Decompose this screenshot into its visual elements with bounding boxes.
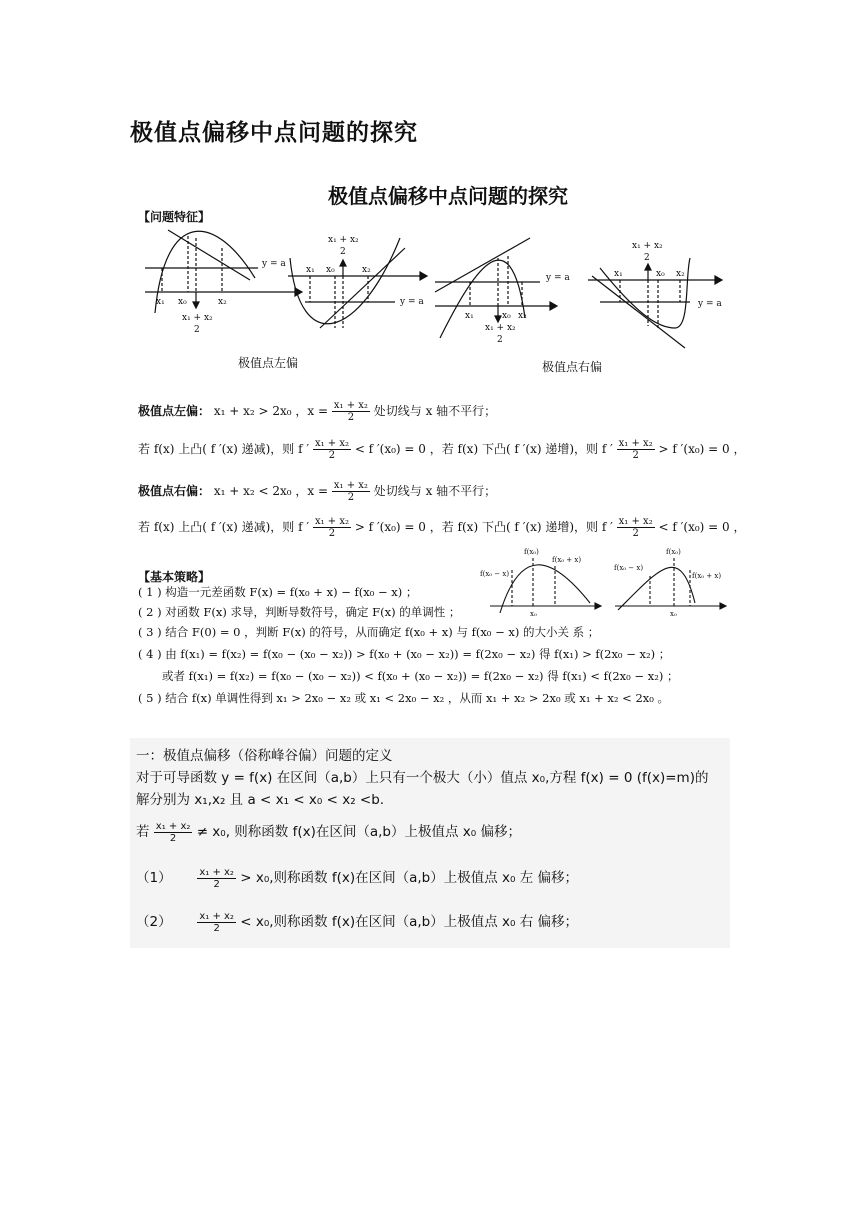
label-x0: x₀ bbox=[670, 610, 677, 618]
strategy-tag: 【基本策略】 bbox=[138, 570, 211, 584]
label-x0: x₀ bbox=[178, 297, 187, 307]
label-x0: x₀ bbox=[502, 311, 511, 321]
label-x1: x₁ bbox=[614, 269, 623, 279]
strategy-step-2: ( 2 ) 对函数 F(x) 求导，判断导数符号，确定 F(x) 的单调性 ； bbox=[138, 605, 461, 619]
definition-case-left: （1） $\frac{\text{x₁ + x₂}}{2}$ > x₀,则称函数 f(x)在区间（a,b）上极值点 x₀ 左 偏移； bbox=[136, 866, 579, 890]
label-y-eq-a: y = a bbox=[262, 259, 286, 269]
right-shift-cases: 若 f(x) 上凸( f ′(x) 递减)，则 f ′ $\frac{\text{x₁ + x₂}}{2}$ > f ′(x₀) = 0 ，若 f(x) 下凸( f ′(x) 递增)，则 f ′ $\frac{\text{x₁ + x₂}}{2}$ < f ′(x₀) = 0 ， bbox=[138, 516, 746, 539]
label-mid-num: x₁ + x₂ bbox=[485, 323, 516, 333]
label-mid-den: 2 bbox=[644, 253, 650, 263]
strategy-step-4b: 或者 f(x₁) = f(x₂) = f(x₀ − (x₀ − x₂)) < f(x₀ + (x₀ − x₂)) = f(2x₀ − x₂) 得 f(x₁) < f(2x₀ − x₂) ； bbox=[162, 669, 679, 683]
strategy-step-5: ( 5 ) 结合 f(x) 单调性得到 x₁ > 2x₀ − x₂ 或 x₁ < 2x₀ − x₂ ，从而 x₁ + x₂ > 2x₀ 或 x₁ + x₂ < 2x₀ 。 bbox=[138, 691, 670, 705]
label-x0: x₀ bbox=[656, 269, 665, 279]
label-x1: x₁ bbox=[465, 311, 474, 321]
label-mid-den: 2 bbox=[340, 247, 346, 257]
strategy-step-4: ( 4 ) 由 f(x₁) = f(x₂) = f(x₀ − (x₀ − x₂)) > f(x₀ + (x₀ − x₂)) = f(2x₀ − x₂) 得 f(x₁) > f(2x₀ − x₂) ； bbox=[138, 647, 671, 661]
label-f-minus: f(x₀ − x) bbox=[480, 570, 510, 578]
definition-heading: 一：极值点偏移（俗称峰谷偏）问题的定义 bbox=[136, 748, 393, 764]
curve bbox=[155, 231, 255, 313]
feature-tag: 【问题特征】 bbox=[138, 210, 211, 224]
label-x2: x₂ bbox=[362, 265, 371, 275]
caption-right-shift: 极值点右偏 bbox=[542, 360, 603, 374]
label-x0: x₀ bbox=[530, 610, 537, 618]
strategy-step-3: ( 3 ) 结合 F(0) = 0 ，判断 F(x) 的符号，从而确定 f(x₀ + x) 与 f(x₀ − x) 的大小关 系 ； bbox=[138, 625, 600, 639]
label-fx0: f(x₀) bbox=[666, 548, 681, 556]
definition-line-4: 若 $\frac{\text{x₁ + x₂}}{2}$ ≠ x₀, 则称函数 f(x)在区间（a,b）上极值点 x₀ 偏移； bbox=[136, 820, 521, 844]
label-x2: x₂ bbox=[518, 311, 527, 321]
label-mid-num: x₁ + x₂ bbox=[632, 241, 663, 251]
right-shift-definition: 极值点右偏： x₁ + x₂ < 2x₀ ，x = $\frac{\text{x₁ + x₂}}{2}$ 处切线与 x 轴不平行； bbox=[138, 480, 497, 503]
label-x1: x₁ bbox=[306, 265, 315, 275]
label-mid-num: x₁ + x₂ bbox=[182, 313, 213, 323]
caption-left-shift: 极值点左偏 bbox=[238, 356, 299, 370]
definition-block bbox=[130, 738, 730, 948]
definition-line-3: 解分别为 x₁,x₂ 且 a < x₁ < x₀ < x₂ <b. bbox=[136, 792, 385, 808]
label-x1: x₁ bbox=[156, 297, 165, 307]
label-mid-num: x₁ + x₂ bbox=[328, 235, 359, 245]
feature-graphs bbox=[130, 218, 730, 398]
label-f-plus: f(x₀ + x) bbox=[552, 556, 582, 564]
strategy-graphs bbox=[480, 548, 730, 618]
definition-case-right: （2） $\frac{\text{x₁ + x₂}}{2}$ < x₀,则称函数 f(x)在区间（a,b）上极值点 x₀ 右 偏移； bbox=[136, 910, 579, 934]
label-mid-den: 2 bbox=[497, 335, 503, 345]
left-shift-definition: 极值点左偏： x₁ + x₂ > 2x₀ ，x = $\frac{\text{x₁ + x₂}}{2}$ 处切线与 x 轴不平行； bbox=[138, 400, 497, 423]
label-x0: x₀ bbox=[326, 265, 335, 275]
label-y-eq-a: y = a bbox=[698, 299, 722, 309]
label-f-minus: f(x₀ − x) bbox=[614, 564, 644, 572]
worksheet-title: 极值点偏移中点问题的探究 bbox=[328, 184, 568, 208]
label-y-eq-a: y = a bbox=[400, 297, 424, 307]
label-fx0: f(x₀) bbox=[524, 548, 539, 556]
strategy-step-1: ( 1 ) 构造一元差函数 F(x) = f(x₀ + x) − f(x₀ − x) ； bbox=[138, 585, 418, 599]
label-mid-den: 2 bbox=[194, 325, 200, 335]
label-x2: x₂ bbox=[218, 297, 227, 307]
left-shift-cases: 若 f(x) 上凸( f ′(x) 递减)，则 f ′ $\frac{\text{x₁ + x₂}}{2}$ < f ′(x₀) = 0 ，若 f(x) 下凸( f ′(x) 递增)，则 f ′ $\frac{\text{x₁ + x₂}}{2}$ > f ′(x₀) = 0 ， bbox=[138, 438, 746, 461]
label-f-plus: f(x₀ + x) bbox=[692, 572, 722, 580]
scanned-worksheet bbox=[130, 168, 746, 728]
label-y-eq-a: y = a bbox=[546, 273, 570, 283]
page-title: 极值点偏移中点问题的探究 bbox=[130, 120, 418, 146]
definition-line-2: 对于可导函数 y = f(x) 在区间（a,b）上只有一个极大（小）值点 x₀,方程 f(x) = 0 (f(x)=m)的 bbox=[136, 770, 709, 786]
label-x2: x₂ bbox=[676, 269, 685, 279]
